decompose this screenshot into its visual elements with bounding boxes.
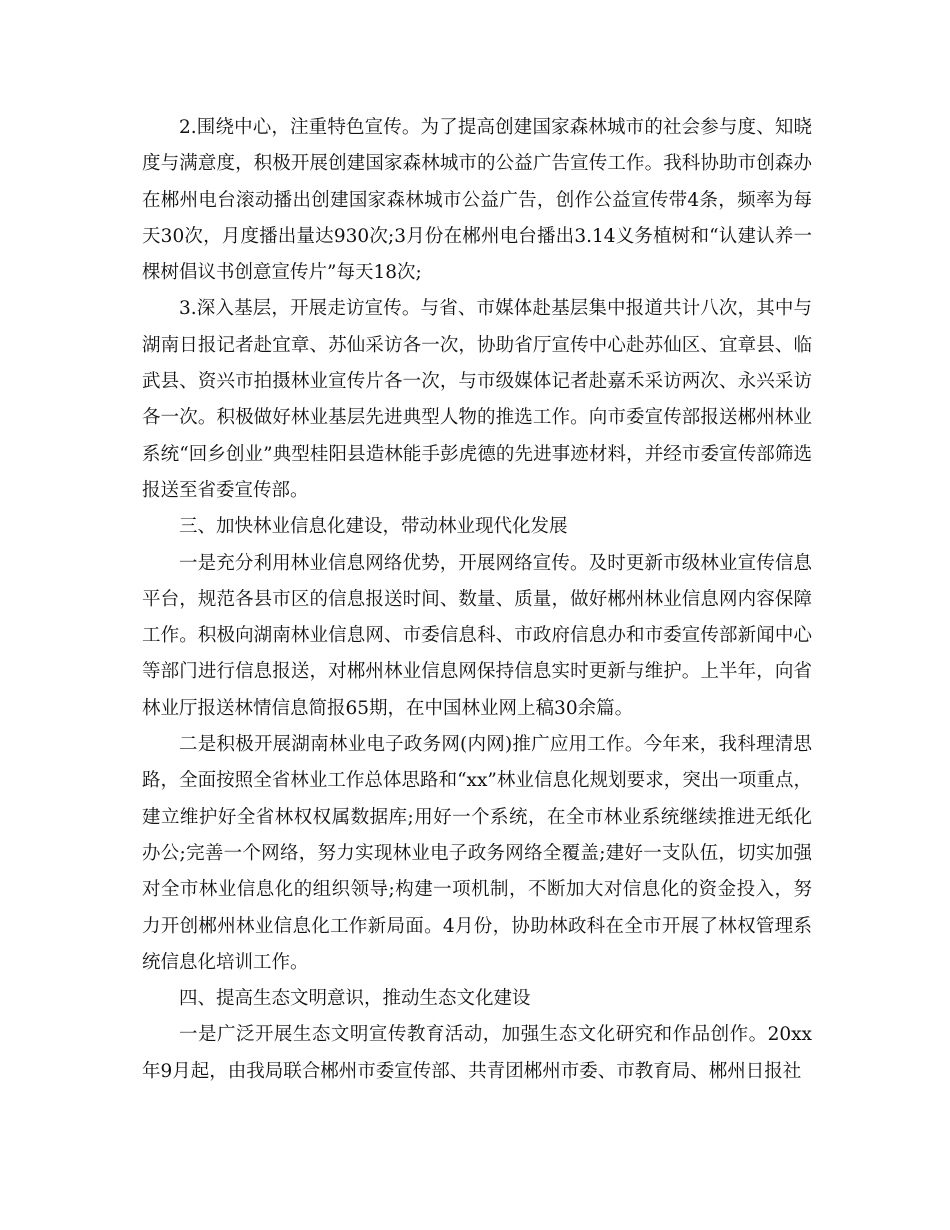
- document-page: [142, 110, 812, 1090]
- paragraph-eco-education: 一是广泛开展生态文明宣传教育活动，加强生态文化研究和作品创作。20xx年9月起，由我局联合郴州市委宣传部、共青团郴州市委、市教育局、郴州日报社: [142, 1024, 812, 1082]
- paragraph-special-publicity: 2.围绕中心，注重特色宣传。为了提高创建国家森林城市的社会参与度、知晓度与满意度，积极开展创建国家森林城市的公益广告宣传工作。我科协助市创森办在郴州电台滚动播出创建国家森林城市公益广告，创作公益宣传带4条，频率为每天30次，月度播出量达930次;3月份在郴州电台播出3.14义务植树和“认建认养一棵树倡议书创意宣传片”每天18次;: [142, 117, 812, 284]
- paragraph-e-government: 二是积极开展湖南林业电子政务网(内网)推广应用工作。今年来，我科理清思路，全面按照全省林业工作总体思路和“xx”林业信息化规划要求，突出一项重点，建立维护好全省林权权属数据库;用好一个系统，在全市林业系统继续推进无纸化办公;完善一个网络，努力实现林业电子政务网络全覆盖;建好一支队伍，切实加强对全市林业信息化的组织领导;构建一项机制，不断加大对信息化的资金投入，努力开创郴州林业信息化工作新局面。4月份，协助林政科在全市开展了林权管理系统信息化培训工作。: [142, 734, 812, 973]
- section-heading-ecological-culture: 四、提高生态文明意识，推动生态文化建设: [179, 988, 531, 1010]
- paragraph-network-publicity: 一是充分利用林业信息网络优势，开展网络宣传。及时更新市级林业宣传信息平台，规范各县市区的信息报送时间、数量、质量，做好郴州林业信息网内容保障工作。积极向湖南林业信息网、市委信息科、市政府信息办和市委宣传部新闻中心等部门进行信息报送，对郴州林业信息网保持信息实时更新与维护。上半年，向省林业厅报送林情信息简报65期，在中国林业网上稿30余篇。: [142, 552, 812, 719]
- paragraph-grassroots-visits: 3.深入基层，开展走访宣传。与省、市媒体赴基层集中报道共计八次，其中与湖南日报记者赴宜章、苏仙采访各一次，协助省厅宣传中心赴苏仙区、宜章县、临武县、资兴市拍摄林业宣传片各一次，与市级媒体记者赴嘉禾采访两次、永兴采访各一次。积极做好林业基层先进典型人物的推选工作。向市委宣传部报送郴州林业系统“回乡创业”典型桂阳县造林能手彭虎德的先进事迹材料，并经市委宣传部筛选报送至省委宣传部。: [142, 298, 812, 501]
- section-heading-informatization: 三、加快林业信息化建设，带动林业现代化发展: [179, 516, 568, 538]
